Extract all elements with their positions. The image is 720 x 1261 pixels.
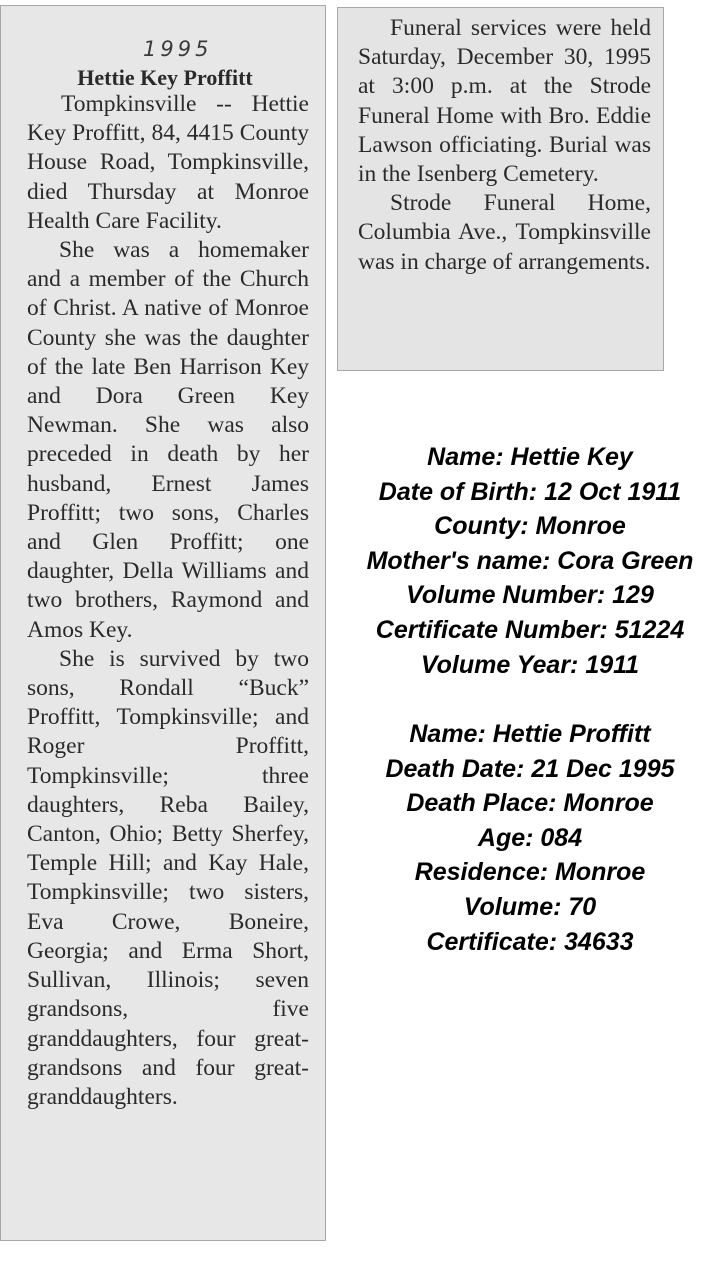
funeral-home-paragraph: Strode Funeral Home, Columbia Ave., Tompkinsville was in charge of arrangements. <box>358 190 651 275</box>
birth-record-volume-number: Volume Number: 129 <box>406 581 654 610</box>
handwritten-year: 1995 <box>143 37 213 61</box>
obituary-paragraph: She was a homemaker and a member of the Church of Christ. A native of Monroe County she was the daughter of the late Ben Harrison Key and Dora Green Key Newman. She was also preceded in death by her husband, Ernest James Proffitt; two sons, Charles and Glen Proffitt; one daughter, Della Williams and two brothers, Raymond and Amos Key. <box>27 237 309 643</box>
obituary-paragraph: She is survived by two sons, Rondall “Buck” Proffitt, Tompkinsville; and Roger Proffitt, Tompkinsville; three daughters, Reba Bailey, Canton, Ohio; Betty Sherfey, Temple Hill; and Kay Hale, Tompkinsville; two sisters, Eva Crowe, Boneire, Georgia; and Erma Short, Sullivan, Illinois; seven grandsons, five granddaughters, four great-grandsons and four great-granddaughters. <box>27 645 309 1110</box>
obituary-clipping-continued <box>337 7 664 371</box>
death-record-age: Age: 084 <box>477 823 583 852</box>
death-record <box>330 717 720 959</box>
obituary-clipping-main <box>0 5 326 1241</box>
death-record-certificate: Certificate: 34633 <box>426 927 634 956</box>
birth-record-volume-year: Volume Year: 1911 <box>420 650 640 679</box>
death-record-residence: Residence: Monroe <box>414 858 646 887</box>
birth-record-county: County: Monroe <box>434 512 626 541</box>
birth-record-name: Name: Hettie Key <box>427 443 633 471</box>
obituary-paragraph: Tompkinsville -- Hettie Key Proffitt, 84, 4415 County House Road, Tompkinsville, died Thursday at Monroe Health Care Facility. <box>27 91 309 234</box>
obituary-headline: Hettie Key Proffitt <box>77 65 253 90</box>
death-record-place: Death Place: Monroe <box>406 789 654 818</box>
death-record-volume: Volume: 70 <box>463 892 597 921</box>
birth-record <box>330 440 720 682</box>
death-record-date: Death Date: 21 Dec 1995 <box>385 754 675 783</box>
birth-record-mother: Mother's name: Cora Green <box>366 546 694 575</box>
funeral-services-paragraph: Funeral services were held Saturday, December 30, 1995 at 3:00 p.m. at the Strode Funeral Home with Bro. Eddie Lawson officiating. Burial was in the Isenberg Cemetery. <box>358 15 651 188</box>
death-record-name: Name: Hettie Proffitt <box>409 720 651 748</box>
birth-record-date: Date of Birth: 12 Oct 1911 <box>378 477 682 506</box>
birth-record-certificate-number: Certificate Number: 51224 <box>375 615 685 644</box>
